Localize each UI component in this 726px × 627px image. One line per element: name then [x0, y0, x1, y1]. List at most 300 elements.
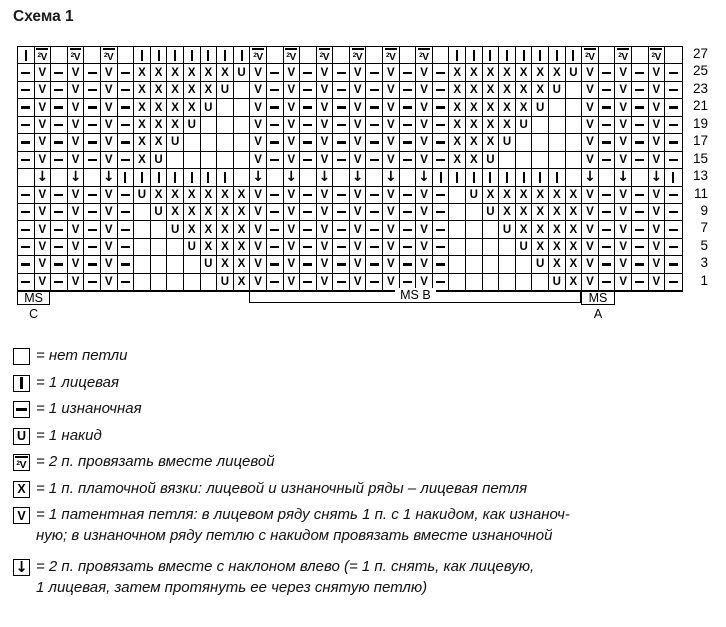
chart-cell: U: [483, 204, 500, 221]
chart-cell: [433, 82, 450, 99]
chart-cell: V: [284, 134, 301, 151]
chart-cell: V: [383, 152, 400, 169]
chart-cell: [317, 47, 334, 64]
chart-cell: [366, 256, 383, 273]
chart-cell: X: [184, 221, 201, 238]
chart-cell: U: [499, 134, 516, 151]
purl-stitch-icon: [669, 89, 678, 91]
chart-cell: X: [532, 64, 549, 81]
skp-arrow-icon: ↓: [102, 169, 115, 185]
knit-stitch-icon: [207, 172, 209, 183]
chart-cell: [300, 239, 317, 256]
chart-cell: X: [566, 187, 583, 204]
chart-cell: V: [68, 134, 85, 151]
knit-stitch-icon: [224, 172, 226, 183]
chart-cell: [118, 117, 135, 134]
chart-cell: [84, 152, 101, 169]
chart-cell: X: [516, 82, 533, 99]
pattern-repeat-bracket: [249, 288, 581, 303]
chart-cell: [632, 99, 649, 116]
chart-cell: [665, 169, 682, 186]
chart-cell: [516, 256, 533, 273]
chart-cell: V: [284, 239, 301, 256]
chart-cell: V: [582, 187, 599, 204]
chart-cell: V: [649, 152, 666, 169]
chart-cell: U: [134, 187, 151, 204]
purl-stitch-icon: [436, 246, 445, 248]
chart-cell: U: [532, 256, 549, 273]
chart-cell: V: [383, 82, 400, 99]
purl-stitch-icon: [88, 106, 97, 108]
purl-stitch-icon: [121, 194, 130, 196]
purl-stitch-icon: [337, 229, 346, 231]
purl-stitch-icon: [669, 194, 678, 196]
skp-arrow-icon: ↓: [617, 169, 630, 185]
chart-cell: [582, 169, 599, 186]
chart-cell: X: [499, 99, 516, 116]
chart-cell: V: [284, 64, 301, 81]
chart-cell: [151, 274, 168, 291]
chart-cell: [449, 187, 466, 204]
skp-arrow-icon: ↓: [584, 169, 596, 185]
chart-cell: V: [582, 117, 599, 134]
chart-cell: [84, 47, 101, 64]
chart-cell: V: [615, 64, 632, 81]
k2tog-icon: $^2$V: [15, 456, 27, 470]
chart-cell: [51, 239, 68, 256]
chart-cell: V: [68, 221, 85, 238]
chart-cell: [51, 64, 68, 81]
chart-cell: [333, 256, 350, 273]
purl-stitch-icon: [54, 246, 63, 248]
chart-cell: V: [416, 134, 433, 151]
purl-stitch-icon: [88, 281, 97, 283]
chart-cell: [665, 117, 682, 134]
k2tog-icon: $^2$V: [70, 48, 82, 63]
purl-stitch-icon: [669, 246, 678, 248]
chart-cell: V: [68, 239, 85, 256]
chart-cell: [51, 152, 68, 169]
chart-cell: [201, 117, 218, 134]
chart-cell: [84, 169, 101, 186]
chart-cell: X: [234, 256, 251, 273]
legend-symbol-box: [13, 375, 30, 392]
chart-cell: V: [68, 82, 85, 99]
purl-stitch-icon: [602, 246, 611, 248]
chart-cell: [35, 169, 52, 186]
chart-cell: [300, 117, 317, 134]
purl-stitch-icon: [121, 124, 130, 126]
chart-cell: [665, 204, 682, 221]
purl-stitch-icon: [270, 246, 279, 248]
chart-cell: X: [151, 187, 168, 204]
chart-cell: [383, 169, 400, 186]
chart-cell: [665, 99, 682, 116]
purl-stitch-icon: [635, 263, 644, 265]
chart-cell: [300, 169, 317, 186]
chart-cell: V: [284, 82, 301, 99]
chart-cell: U: [549, 274, 566, 291]
chart-cell: U: [483, 152, 500, 169]
chart-cell: V: [649, 221, 666, 238]
chart-cell: V: [101, 204, 118, 221]
chart-cell: V: [35, 99, 52, 116]
purl-stitch-icon: [121, 106, 130, 108]
chart-cell: [433, 221, 450, 238]
chart-cell: [333, 117, 350, 134]
chart-cell: V: [250, 204, 267, 221]
chart-cell: V: [615, 274, 632, 291]
chart-cell: [466, 256, 483, 273]
k2tog-icon: $^2$V: [319, 48, 331, 63]
chart-cell: X: [234, 187, 251, 204]
chart-cell: [167, 239, 184, 256]
chart-cell: [134, 256, 151, 273]
purl-stitch-icon: [121, 72, 130, 74]
chart-cell: X: [134, 64, 151, 81]
knit-stitch-icon: [523, 172, 525, 183]
chart-cell: [566, 99, 583, 116]
chart-cell: X: [532, 187, 549, 204]
purl-stitch-icon: [403, 229, 412, 231]
knit-stitch-icon: [556, 172, 558, 183]
chart-cell: X: [217, 221, 234, 238]
chart-cell: V: [284, 204, 301, 221]
purl-stitch-icon: [403, 281, 412, 283]
chart-cell: X: [566, 204, 583, 221]
purl-stitch-icon: [436, 211, 445, 213]
chart-cell: [366, 82, 383, 99]
purl-stitch-icon: [337, 106, 346, 108]
chart-cell: V: [416, 204, 433, 221]
purl-stitch-icon: [21, 89, 30, 91]
chart-cell: V: [284, 187, 301, 204]
chart-cell: [400, 256, 417, 273]
chart-cell: [532, 117, 549, 134]
purl-stitch-icon: [303, 229, 312, 231]
purl-stitch-icon: [403, 246, 412, 248]
legend-text: ную; в изнаночном ряду петлю с накидом провязать вместе изнаночной: [36, 527, 553, 544]
chart-cell: [18, 274, 35, 291]
chart-cell: [632, 169, 649, 186]
chart-cell: X: [201, 187, 218, 204]
chart-cell: [300, 204, 317, 221]
chart-cell: [18, 221, 35, 238]
chart-cell: V: [317, 82, 334, 99]
chart-cell: X: [167, 82, 184, 99]
purl-stitch-icon: [121, 281, 130, 283]
chart-cell: X: [234, 239, 251, 256]
purl-stitch-icon: [370, 159, 379, 161]
chart-cell: [118, 274, 135, 291]
legend-symbol-box: [13, 559, 30, 576]
chart-cell: [18, 152, 35, 169]
chart-cell: V: [35, 204, 52, 221]
purl-stitch-icon: [270, 89, 279, 91]
chart-cell: [350, 169, 367, 186]
chart-cell: U: [217, 82, 234, 99]
chart-cell: [599, 152, 616, 169]
chart-cell: [433, 239, 450, 256]
chart-cell: [18, 256, 35, 273]
chart-cell: U: [217, 274, 234, 291]
purl-stitch-icon: [635, 124, 644, 126]
chart-cell: [51, 82, 68, 99]
chart-cell: V: [250, 274, 267, 291]
purl-stitch-icon: [403, 211, 412, 213]
chart-cell: [118, 99, 135, 116]
knit-stitch-icon: [174, 50, 176, 61]
chart-cell: V: [383, 256, 400, 273]
chart-cell: [18, 204, 35, 221]
chart-cell: V: [649, 256, 666, 273]
chart-cell: [632, 134, 649, 151]
chart-cell: V: [250, 99, 267, 116]
chart-cell: [167, 152, 184, 169]
chart-cell: [433, 117, 450, 134]
chart-cell: [549, 47, 566, 64]
knit-stitch-icon: [523, 50, 525, 61]
chart-cell: V: [101, 187, 118, 204]
bracket-label: MS: [24, 291, 43, 306]
chart-cell: [466, 204, 483, 221]
chart-cell: [201, 134, 218, 151]
chart-cell: V: [350, 117, 367, 134]
chart-cell: [84, 221, 101, 238]
chart-cell: [217, 117, 234, 134]
chart-cell: X: [549, 204, 566, 221]
chart-cell: [599, 82, 616, 99]
knit-stitch-icon: [25, 50, 27, 61]
legend-text: = 1 накид: [36, 426, 102, 444]
chart-cell: V: [582, 256, 599, 273]
chart-cell: [184, 152, 201, 169]
chart-cell: [566, 117, 583, 134]
chart-cell: U: [466, 187, 483, 204]
chart-cell: V: [615, 221, 632, 238]
chart-cell: [333, 152, 350, 169]
pattern-repeat-bracket: [581, 292, 614, 305]
purl-stitch-icon: [303, 72, 312, 74]
chart-cell: X: [184, 64, 201, 81]
chart-cell: [84, 239, 101, 256]
purl-stitch-icon: [370, 72, 379, 74]
pattern-repeat-bracket: [17, 292, 50, 305]
chart-cell: V: [649, 117, 666, 134]
purl-stitch-icon: [403, 141, 412, 143]
chart-cell: [599, 256, 616, 273]
chart-cell: [466, 169, 483, 186]
chart-cell: [300, 99, 317, 116]
purl-stitch-icon: [669, 159, 678, 161]
chart-cell: [118, 256, 135, 273]
chart-cell: [51, 256, 68, 273]
row-number: 15: [692, 150, 708, 166]
chart-cell: [234, 134, 251, 151]
chart-cell: V: [350, 239, 367, 256]
chart-cell: V: [68, 99, 85, 116]
chart-cell: [632, 221, 649, 238]
skp-arrow-icon: ↓: [69, 169, 82, 185]
chart-cell: [433, 256, 450, 273]
chart-cell: U: [201, 256, 218, 273]
chart-cell: X: [499, 204, 516, 221]
chart-cell: V: [383, 204, 400, 221]
chart-cell: [599, 64, 616, 81]
chart-cell: [599, 187, 616, 204]
purl-stitch-icon: [337, 281, 346, 283]
chart-cell: [18, 134, 35, 151]
purl-stitch-icon: [403, 89, 412, 91]
purl-stitch-icon: [370, 124, 379, 126]
row-number: 5: [700, 237, 708, 253]
chart-cell: [167, 256, 184, 273]
row-number: 25: [692, 63, 708, 79]
purl-stitch-icon: [669, 263, 678, 265]
chart-cell: X: [516, 187, 533, 204]
chart-cell: [333, 239, 350, 256]
chart-cell: [267, 152, 284, 169]
chart-cell: [449, 204, 466, 221]
purl-stitch-icon: [337, 72, 346, 74]
chart-cell: X: [134, 82, 151, 99]
chart-cell: [366, 64, 383, 81]
chart-cell: [366, 134, 383, 151]
chart-cell: [84, 256, 101, 273]
knit-stitch-icon: [539, 172, 541, 183]
purl-stitch-icon: [436, 124, 445, 126]
chart-cell: [234, 47, 251, 64]
chart-cell: [317, 169, 334, 186]
chart-cell: [400, 117, 417, 134]
chart-cell: [400, 187, 417, 204]
chart-cell: [433, 169, 450, 186]
chart-cell: X: [151, 64, 168, 81]
k2tog-icon: $^2$V: [584, 48, 596, 63]
chart-cell: X: [532, 82, 549, 99]
k2tog-icon: $^2$V: [617, 48, 629, 63]
chart-cell: V: [350, 152, 367, 169]
chart-cell: V: [582, 99, 599, 116]
chart-cell: U: [532, 99, 549, 116]
purl-stitch-icon: [337, 159, 346, 161]
chart-cell: V: [649, 274, 666, 291]
chart-cell: [483, 256, 500, 273]
purl-stitch-icon: [88, 141, 97, 143]
purl-stitch-icon: [270, 263, 279, 265]
purl-stitch-icon: [54, 229, 63, 231]
chart-cell: [84, 134, 101, 151]
chart-cell: [84, 64, 101, 81]
chart-cell: V: [350, 64, 367, 81]
chart-cell: [433, 187, 450, 204]
purl-stitch-icon: [669, 141, 678, 143]
chart-cell: X: [184, 82, 201, 99]
purl-stitch-icon: [436, 72, 445, 74]
purl-stitch-icon: [88, 211, 97, 213]
chart-cell: [184, 274, 201, 291]
k2tog-icon: $^2$V: [385, 48, 397, 63]
chart-cell: V: [350, 204, 367, 221]
chart-cell: [167, 169, 184, 186]
chart-cell: [300, 221, 317, 238]
chart-cell: X: [134, 152, 151, 169]
purl-stitch-icon: [436, 263, 445, 265]
chart-cell: V: [35, 82, 52, 99]
chart-cell: X: [483, 134, 500, 151]
chart-cell: V: [416, 274, 433, 291]
purl-stitch-icon: [669, 281, 678, 283]
chart-cell: [433, 47, 450, 64]
skp-arrow-icon: ↓: [418, 169, 430, 185]
chart-cell: [118, 152, 135, 169]
chart-cell: [416, 169, 433, 186]
chart-cell: V: [35, 256, 52, 273]
chart-cell: [267, 64, 284, 81]
purl-stitch-icon: [270, 194, 279, 196]
chart-cell: [665, 82, 682, 99]
chart-cell: [449, 169, 466, 186]
chart-cell: V: [317, 221, 334, 238]
chart-cell: V: [284, 221, 301, 238]
chart-cell: [184, 256, 201, 273]
purl-stitch-icon: [54, 141, 63, 143]
chart-cell: X: [549, 221, 566, 238]
chart-cell: [466, 47, 483, 64]
chart-cell: [201, 47, 218, 64]
chart-cell: [449, 221, 466, 238]
chart-cell: [68, 169, 85, 186]
purl-stitch-icon: [669, 211, 678, 213]
purl-stitch-icon: [337, 246, 346, 248]
chart-cell: V: [317, 117, 334, 134]
chart-cell: [333, 169, 350, 186]
chart-cell: [532, 134, 549, 151]
chart-cell: [333, 134, 350, 151]
chart-cell: V: [350, 256, 367, 273]
chart-cell: [499, 152, 516, 169]
chart-cell: X: [466, 152, 483, 169]
chart-cell: X: [234, 274, 251, 291]
chart-cell: [483, 221, 500, 238]
chart-cell: V: [250, 187, 267, 204]
knit-stitch-icon: [191, 172, 193, 183]
chart-cell: V: [615, 239, 632, 256]
knit-stitch-icon: [224, 50, 226, 61]
knit-stitch-icon: [539, 50, 541, 61]
purl-stitch-icon: [21, 281, 30, 283]
purl-stitch-icon: [270, 281, 279, 283]
chart-cell: [18, 187, 35, 204]
purl-stitch-icon: [270, 106, 279, 108]
chart-cell: X: [466, 134, 483, 151]
legend-text: = 1 лицевая: [36, 373, 120, 391]
chart-cell: [51, 169, 68, 186]
chart-cell: [400, 169, 417, 186]
chart-cell: [599, 169, 616, 186]
chart-cell: X: [449, 152, 466, 169]
chart-cell: [366, 99, 383, 116]
chart-cell: X: [217, 187, 234, 204]
chart-cell: [151, 256, 168, 273]
purl-stitch-icon: [337, 89, 346, 91]
chart-cell: V: [250, 82, 267, 99]
chart-cell: V: [383, 134, 400, 151]
chart-cell: [101, 169, 118, 186]
chart-cell: [665, 221, 682, 238]
chart-cell: V: [68, 64, 85, 81]
purl-stitch-icon: [436, 229, 445, 231]
